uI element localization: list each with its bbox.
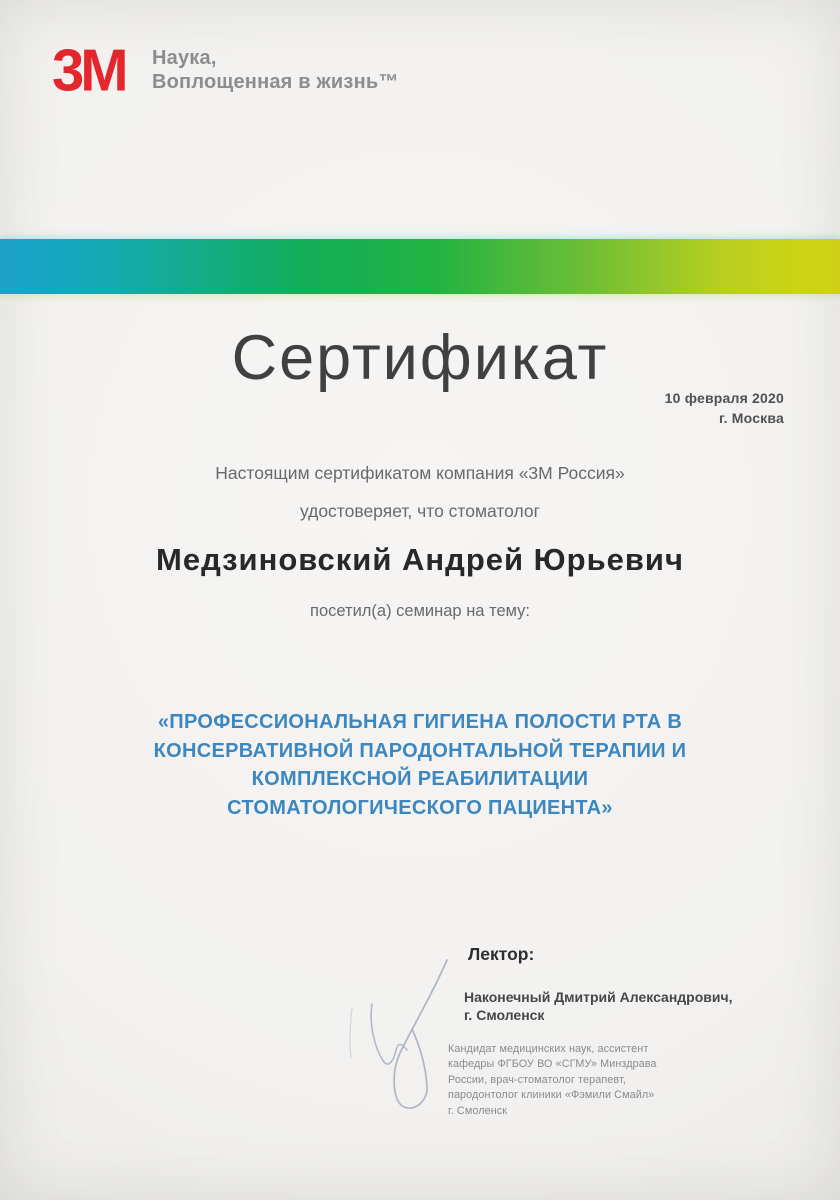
credentials-line1: Кандидат медицинских наук, ассистент [448, 1043, 649, 1055]
certificate-city: г. Москва [718, 410, 784, 426]
certificate-title: Сертификат [231, 323, 609, 393]
lecturer-credentials [448, 1042, 758, 1119]
credentials-line5: г. Смоленск [448, 1104, 508, 1117]
seminar-title-line4: СТОМАТОЛОГИЧЕСКОГО ПАЦИЕНТА» [227, 796, 613, 819]
brand-gradient-ribbon [0, 239, 840, 294]
seminar-title-line1: «ПРОФЕССИОНАЛЬНАЯ ГИГИЕНА ПОЛОСТИ РТА В [157, 711, 683, 733]
seminar-title-line3: КОМПЛЕКСНОЙ РЕАБИЛИТАЦИИ [251, 768, 589, 790]
lecturer-label: Лектор: [468, 944, 535, 964]
3m-logo: 3M [52, 37, 125, 104]
credentials-line2: кафедры ФГБОУ ВО «СГМУ» Минздрава [448, 1058, 657, 1071]
seminar-lead: посетил(а) семинар на тему: [310, 602, 530, 620]
credentials-line3: России, врач-стоматолог терапевт, [448, 1073, 626, 1086]
intro-line2: удостоверяет, что стоматолог [299, 501, 541, 521]
lecturer-signature-icon [330, 938, 480, 1148]
brand-tagline-line1: Наука, [152, 47, 217, 69]
credentials-line4: пародонтолог клиники «Фэмили Смайл» [448, 1089, 655, 1102]
certificate-date: 10 февраля 2020 [664, 390, 784, 406]
lecturer-name-line2: г. Смоленск [464, 1007, 545, 1023]
brand-tagline [152, 46, 399, 94]
lecturer-name-line1: Наконечный Дмитрий Александрович, [464, 989, 733, 1005]
seminar-title-line2: КОНСЕРВАТИВНОЙ ПАРОДОНТАЛЬНОЙ ТЕРАПИИ И [153, 739, 687, 762]
lecturer-name [464, 988, 794, 1024]
intro-line1: Настоящим сертификатом компания «3М Россия» [215, 463, 625, 483]
date-block [484, 388, 784, 428]
recipient-name: Медзиновский Андрей Юрьевич [156, 542, 684, 577]
brand-tagline-line2: Воплощенная в жизнь™ [152, 71, 399, 93]
seminar-title [0, 708, 840, 822]
